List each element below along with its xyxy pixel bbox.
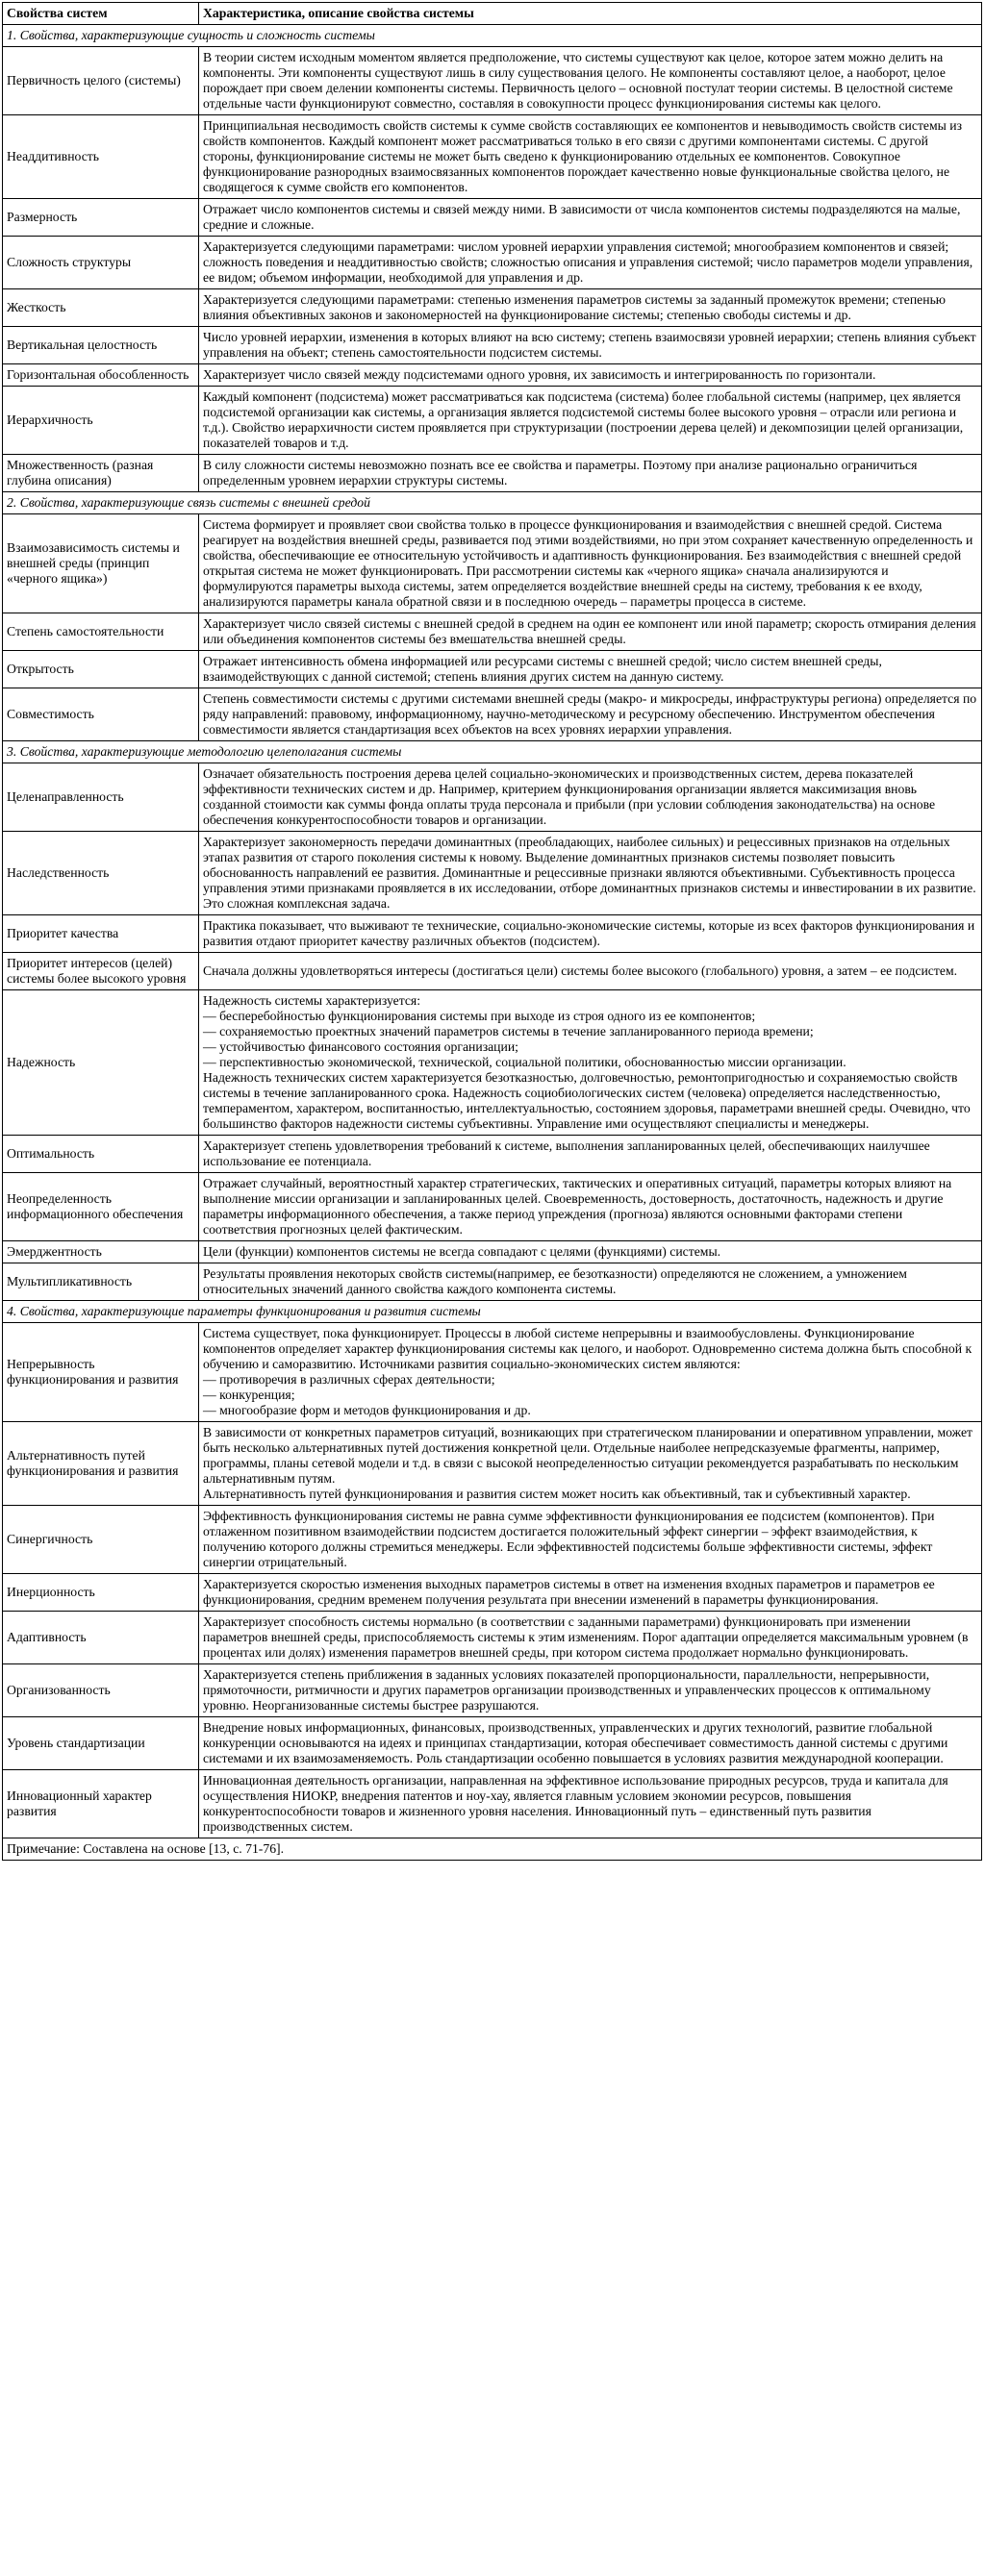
note-row [3, 1838, 982, 1861]
table-row [3, 364, 982, 387]
table-row [3, 915, 982, 953]
property-name: Горизонтальная обособленность [3, 364, 199, 387]
description-paragraph: Результаты проявления некоторых свойств системы(например, ее безотказности) определяются не сложением, а умножением относительных значений данного свойства каждого компонента системы. [203, 1266, 907, 1296]
table-row [3, 953, 982, 990]
section-title: 3. Свойства, характеризующие методологию целеполагания системы [3, 741, 982, 763]
property-description [199, 387, 982, 455]
property-name: Инновационный характер развития [3, 1770, 199, 1838]
property-name: Инерционность [3, 1574, 199, 1612]
description-paragraph: Эффективность функционирования системы не равна сумме эффективности функционирования ее подсистем (компонентов). При отлаженном позитивном взаимодействии подсистем достигается положительный эффект синергии – эффект взаимодействия, к получению которого должны стремиться менеджеры. Если эффективностей подсистемы больше эффективности системы, эффект синергии отрицательный. [203, 1509, 935, 1569]
table-row [3, 1717, 982, 1770]
description-paragraph: — противоречия в различных сферах деятельности; [203, 1372, 495, 1387]
property-name: Жесткость [3, 289, 199, 327]
property-name: Непрерывность функционирования и развития [3, 1323, 199, 1422]
property-name: Неаддитивность [3, 115, 199, 199]
property-name: Вертикальная целостность [3, 327, 199, 364]
property-description [199, 613, 982, 651]
property-description [199, 1241, 982, 1263]
property-name: Надежность [3, 990, 199, 1136]
property-name: Первичность целого (системы) [3, 47, 199, 115]
description-paragraph: Характеризуется скоростью изменения выходных параметров системы в ответ на изменения входных параметров и параметров ее функционирования, средним временем получения результата при внесении изменений в параметры функционирования. [203, 1577, 935, 1607]
table-row [3, 455, 982, 492]
table-row [3, 651, 982, 688]
header-properties: Свойства систем [3, 3, 199, 25]
property-description [199, 763, 982, 832]
table-row [3, 115, 982, 199]
property-name: Размерность [3, 199, 199, 237]
description-paragraph: Отражает число компонентов системы и связей между ними. В зависимости от числа компонентов системы подразделяются на малые, средние и сложные. [203, 202, 961, 232]
property-description [199, 1323, 982, 1422]
description-paragraph: Характеризуется следующими параметрами: числом уровней иерархии управления системой; многообразием компонентов и связей; сложность поведения и неаддитивностью свойств; сложностью описания и управления системой; число параметров модели управления, ее видом; объемом информации, необходимой для управления и др. [203, 239, 973, 285]
property-name: Совместимость [3, 688, 199, 741]
property-name: Мультипликативность [3, 1263, 199, 1301]
section-row [3, 741, 982, 763]
section-title: 1. Свойства, характеризующие сущность и сложность системы [3, 25, 982, 47]
table-row [3, 327, 982, 364]
description-paragraph: Сначала должны удовлетворяться интересы (достигаться цели) системы более высокого (глобального) уровня, а затем – ее подсистем. [203, 963, 958, 978]
description-paragraph: Число уровней иерархии, изменения в которых влияют на всю систему; степень взаимосвязи уровней иерархии; степень влияния субъект управления на объект; степень самостоятельности подсистем системы. [203, 330, 976, 360]
property-name: Иерархичность [3, 387, 199, 455]
property-name: Адаптивность [3, 1612, 199, 1664]
table-row [3, 1574, 982, 1612]
description-paragraph: — устойчивостью финансового состояния организации; [203, 1039, 518, 1054]
section-title: 2. Свойства, характеризующие связь системы с внешней средой [3, 492, 982, 514]
property-description [199, 1612, 982, 1664]
property-description [199, 115, 982, 199]
table-row [3, 1664, 982, 1717]
description-paragraph: — сохраняемостью проектных значений параметров системы в течение запланированного периода времени; [203, 1024, 814, 1038]
property-name: Синергичность [3, 1506, 199, 1574]
table-row [3, 1770, 982, 1838]
description-paragraph: Характеризует степень удовлетворения требований к системе, выполнения запланированных целей, обеспечивающих наилучшее использование ее потенциала. [203, 1138, 930, 1168]
property-name: Неопределенность информационного обеспечения [3, 1173, 199, 1241]
description-paragraph: Характеризует число связей системы с внешней средой в среднем на один ее компонент или иной параметр; скорость отмирания деления или объединения компонентов системы без вмешательства внешней среды. [203, 616, 976, 646]
description-paragraph: — перспективностью экономической, технической, социальной политики, обоснованностью миссии организации. [203, 1055, 846, 1069]
table-row [3, 387, 982, 455]
description-paragraph: В силу сложности системы невозможно познать все ее свойства и параметры. Поэтому при анализе рационально ограничиться определенным уровнем иерархии структуры системы. [203, 458, 918, 488]
description-paragraph: Надежность системы характеризуется: [203, 993, 421, 1008]
property-name: Степень самостоятельности [3, 613, 199, 651]
description-paragraph: — бесперебойностью функционирования системы при выходе из строя одного из ее компонентов; [203, 1009, 756, 1023]
section-row [3, 492, 982, 514]
description-paragraph: Отражает случайный, вероятностный характер стратегических, тактических и оперативных ситуаций, параметры которых влияют на выполнение миссии организации и запланированных целей. Своевременность, достоверность, достаточность, надежность и другие параметры информационного обеспечения, а также период упреждения (прогноза) являются основными факторами степени соответствия прогнозных целей фактическим. [203, 1176, 952, 1237]
property-description [199, 688, 982, 741]
table-row [3, 1422, 982, 1506]
table-row [3, 832, 982, 915]
property-name: Организованность [3, 1664, 199, 1717]
table-row [3, 237, 982, 289]
table-row [3, 47, 982, 115]
description-paragraph: Инновационная деятельность организации, направленная на эффективное использование природных ресурсов, труда и капитала для осуществления НИОКР, внедрения патентов и ноу-хау, является главным условием экономии ресурсов, повышения конкурентоспособности товаров и жизненного уровня населения. Инновационный путь – единственный путь развития производственных систем. [203, 1773, 948, 1834]
table-row [3, 1612, 982, 1664]
property-description [199, 47, 982, 115]
description-paragraph: Характеризует способность системы нормально (в соответствии с заданными параметрами) функционировать при изменении параметров внешней среды, приспособляемость системы к этим изменениям. Порог адаптации определяется максимальным уровнем (в процентах или долях) изменения параметров внешней среды, при котором система продолжает нормально функционировать. [203, 1614, 969, 1660]
property-description [199, 953, 982, 990]
table-body [3, 25, 982, 1838]
property-name: Оптимальность [3, 1136, 199, 1173]
system-properties-table [2, 2, 982, 1861]
property-name: Сложность структуры [3, 237, 199, 289]
property-description [199, 1770, 982, 1838]
property-description [199, 1173, 982, 1241]
property-description [199, 455, 982, 492]
table-row [3, 1506, 982, 1574]
section-row [3, 1301, 982, 1323]
table-row [3, 1136, 982, 1173]
property-name: Целенаправленность [3, 763, 199, 832]
property-description [199, 327, 982, 364]
description-paragraph: Степень совместимости системы с другими системами внешней среды (макро- и микросреды, инфраструктуры региона) определяется по ряду направлений: правовому, информационному, научно-методическому и ресурсному обеспечению. Инструментом обеспечения совместимости является стандартизация всех объектов на всех уровнях иерархии управления. [203, 691, 977, 737]
property-description [199, 1574, 982, 1612]
table-note: Примечание: Составлена на основе [13, с. 71-76]. [3, 1838, 982, 1861]
property-name: Альтернативность путей функционирования и развития [3, 1422, 199, 1506]
property-name: Приоритет интересов (целей) системы более высокого уровня [3, 953, 199, 990]
property-description [199, 289, 982, 327]
description-paragraph: Практика показывает, что выживают те технические, социально-экономические системы, которые из всех факторов функционирования и развития отдают приоритет качеству различных объектов (подсистем). [203, 918, 975, 948]
property-description [199, 1664, 982, 1717]
property-name: Открытость [3, 651, 199, 688]
table-row [3, 990, 982, 1136]
header-description: Характеристика, описание свойства системы [199, 3, 982, 25]
section-row [3, 25, 982, 47]
property-description [199, 651, 982, 688]
property-name: Приоритет качества [3, 915, 199, 953]
property-name: Наследственность [3, 832, 199, 915]
description-paragraph: Внедрение новых информационных, финансовых, производственных, управленческих и других технологий, развитие глобальной конкуренции основываются на идеях и принципах стандартизации, которая обеспечивает совместимость данной системы с другими системами и их взаимозаменяемость. Роль стандартизации особенно повышается в условиях развития международной кооперации. [203, 1720, 948, 1765]
section-title: 4. Свойства, характеризующие параметры функционирования и развития системы [3, 1301, 982, 1323]
description-paragraph: Характеризуется следующими параметрами: степенью изменения параметров системы за заданный промежуток времени; степенью влияния объективных законов и закономерностей на функционирование системы; степенью свободы системы и др. [203, 292, 947, 322]
description-paragraph: Альтернативность путей функционирования и развития систем может носить как объективный, так и субъективный характер. [203, 1487, 911, 1501]
property-description [199, 832, 982, 915]
table-row [3, 199, 982, 237]
description-paragraph: Характеризуется степень приближения в заданных условиях показателей пропорциональности, параллельности, непрерывности, прямоточности, ритмичности и других параметров организации производственных и управленческих процессов к оптимальному уровню. Неорганизованные системы быстрее разрушаются. [203, 1667, 931, 1713]
description-paragraph: Характеризует закономерность передачи доминантных (преобладающих, наиболее сильных) и рецессивных признаков на отдельных этапах развития от старого поколения системы к новому. Выделение доминантных признаков системы позволяет повысить обоснованность направлений ее развития. Доминантные и рецессивные признаки являются объективными. Субъективность процесса управления этими признаками проявляется в их исследовании, отборе доминантных признаков системы и инвестировании в их развитие. Это сложная комплексная задача. [203, 835, 976, 911]
description-paragraph: Система существует, пока функционирует. Процессы в любой системе непрерывны и взаимообусловлены. Функционирование компонентов определяет характер функционирования системы как целого, и наоборот. Одновременно система должна быть способной к обучению и саморазвитию. Источниками развития социально-экономических систем являются: [203, 1326, 972, 1371]
property-name: Уровень стандартизации [3, 1717, 199, 1770]
description-paragraph: Принципиальная несводимость свойств системы к сумме свойств составляющих ее компонентов и невыводимость свойств системы из свойств компонентов. Каждый компонент может рассматриваться только в его связи с другими компонентами системы. С другой стороны, функционирование системы не может быть сведено к функционированию отдельных ее компонентов. Совокупное функционирование разнородных взаимосвязанных компонентов порождает качественно новые функциональные свойства целого, не сводящегося к сумме свойств его компонентов. [203, 118, 963, 194]
table-header-row [3, 3, 982, 25]
table-row [3, 1241, 982, 1263]
table-row [3, 289, 982, 327]
description-paragraph: В теории систем исходным моментом является предположение, что системы существуют как целое, которое затем можно делить на компоненты. Эти компоненты существуют лишь в силу существования целого. Не компоненты составляют целое, а наоборот, целое порождает при своем делении компоненты системы. Первичность целого – основной постулат теории системы. В целостной системе отдельные части функционируют совместно, составляя в совокупности процесс функционирования системы как целого. [203, 50, 953, 111]
property-description [199, 237, 982, 289]
description-paragraph: Система формирует и проявляет свои свойства только в процессе функционирования и взаимодействия с внешней средой. Система реагирует на воздействия внешней среды, развивается под этими воздействиями, но при этом сохраняет качественную определенность и свойства, обеспечивающие ее относительную устойчивость и адаптивность функционирования. Без взаимодействия с внешней средой открытая система не может функционировать. При рассмотрении системы как «черного ящика» сначала анализируются и формулируются параметры выхода системы, затем определяется воздействие внешней среды на систему, требования к ее входу, анализируются параметры канала обратной связи и в последнюю очередь – параметры процесса в системе. [203, 517, 973, 609]
property-name: Множественность (разная глубина описания) [3, 455, 199, 492]
property-description [199, 1136, 982, 1173]
document-page [2, 2, 983, 1861]
table-row [3, 688, 982, 741]
description-paragraph: Означает обязательность построения дерева целей социально-экономических и производственных систем, дерева показателей эффективности технических систем и др. Например, критерием функционирования организации является максимизация вновь созданной стоимости как суммы фонда оплаты труда персонала и прибыли (при условии соблюдения законодательства) на основе обеспечения конкурентоспособности товаров и организации. [203, 766, 936, 827]
table-row [3, 1323, 982, 1422]
property-name: Эмерджентность [3, 1241, 199, 1263]
description-paragraph: Надежность технических систем характеризуется безотказностью, долговечностью, ремонтопригодностью и сохраняемостью свойств системы в течение запланированного срока. Надежность социобиологических систем (человека) определяется наследственностью, темпераментом, характером, воспитанностью, интеллектуальностью, состоянием здоровья, параметрами внешней среды. Очевидно, что большинство факторов надежности системы субъективны. Управление ими осуществляют специалисты и менеджеры. [203, 1070, 971, 1131]
description-paragraph: Характеризует число связей между подсистемами одного уровня, их зависимость и интегрированность по горизонтали. [203, 367, 876, 382]
property-description [199, 199, 982, 237]
description-paragraph: Отражает интенсивность обмена информацией или ресурсами системы с внешней средой; число систем внешней среды, взаимодействующих с данной системой; степень влияния других систем на данную систему. [203, 654, 882, 684]
property-description [199, 1717, 982, 1770]
property-description [199, 364, 982, 387]
property-description [199, 915, 982, 953]
description-paragraph: — конкуренция; [203, 1388, 295, 1402]
table-row [3, 763, 982, 832]
property-description [199, 514, 982, 613]
property-description [199, 1506, 982, 1574]
table-row [3, 1263, 982, 1301]
property-description [199, 990, 982, 1136]
description-paragraph: В зависимости от конкретных параметров ситуаций, возникающих при стратегическом планировании и оперативном управлении, может быть несколько альтернативных путей достижения конкретной цели. Отдельные наиболее непредсказуемые фрагменты, например, программы, планы сетевой модели и т.д. в связи с высокой неопределенностью ситуации рекомендуется разрабатывать по нескольким альтернативным путям. [203, 1425, 973, 1486]
property-description [199, 1263, 982, 1301]
table-row [3, 1173, 982, 1241]
property-description [199, 1422, 982, 1506]
table-row [3, 514, 982, 613]
table-row [3, 613, 982, 651]
description-paragraph: — многообразие форм и методов функционирования и др. [203, 1403, 531, 1417]
description-paragraph: Цели (функции) компонентов системы не всегда совпадают с целями (функциями) системы. [203, 1244, 721, 1259]
description-paragraph: Каждый компонент (подсистема) может рассматриваться как подсистема (система) более глобальной системы (например, цех является подсистемой организации как системы, а организация является подсистемой системы более высокого уровня – отрасли или региона и т.д.). Свойство иерархичности систем проявляется при структуризации (построении дерева целей) и декомпозиции целей организации, показателей товаров и т.д. [203, 389, 964, 450]
property-name: Взаимозависимость системы и внешней среды (принцип «черного ящика») [3, 514, 199, 613]
